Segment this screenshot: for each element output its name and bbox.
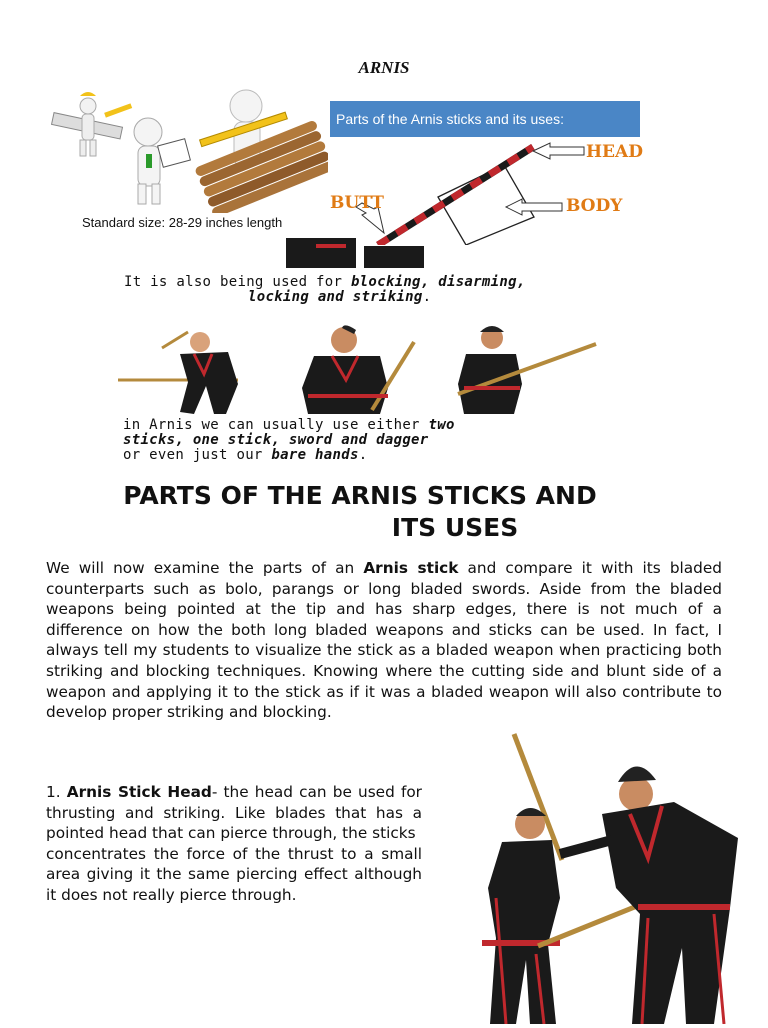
three-arnis-practitioners-photo xyxy=(118,324,598,420)
parts-banner: Parts of the Arnis sticks and its uses: xyxy=(330,101,640,137)
section-heading: PARTS OF THE ARNIS STICKS AND ITS USES xyxy=(123,481,597,542)
figure-with-clipboard xyxy=(134,118,190,204)
standard-size-text: Standard size: 28-29 inches length xyxy=(82,215,283,230)
stick-head-paragraph: 1. Arnis Stick Head- the head can be used for thrusting and striking. Like blades that has a pointed head that can pierce through, the sticks concentrates the force of the thrust to a small area giving it the same piercing effect although it does not really pierce through. xyxy=(46,783,422,904)
body-arrow xyxy=(506,199,562,215)
sparring-practitioners-graphic xyxy=(452,728,768,1024)
intro-paragraph: We will now examine the parts of an Arnis stick and compare it with its bladed counterparts such as bolo, parangs or long bladed swords. Aside from the bladed weapons being pointed at the tip and has sharp edges, there is not much of a difference on how the both long bladed weapons and sticks can be used. In fact, I always tell my students to visualize the stick as a bladed weapon when practicing both striking and blocking techniques. Knowing where the cutting side and blunt side of a weapon and applying it to the stick as if it was a bladed weapon will also contribute to develop proper striking and blocking. xyxy=(46,559,723,722)
partial-figures-strip xyxy=(276,238,436,270)
sparring-practitioner-left xyxy=(482,808,560,1024)
practitioner-2 xyxy=(302,325,414,414)
practitioner-3 xyxy=(458,326,596,414)
sparring-photo xyxy=(452,728,768,1024)
stick-parts-diagram xyxy=(328,137,658,245)
head-arrow xyxy=(533,143,584,159)
practitioner-1 xyxy=(118,332,238,414)
caption-weapons: in Arnis we can usually use either two sticks, one stick, sword and dagger or even just our bare hands. xyxy=(123,417,455,463)
rattan-stick-bundle xyxy=(194,119,330,213)
document-title: ARNIS xyxy=(358,58,410,77)
label-butt: BUTT xyxy=(330,193,384,213)
measuring-figures-illustration xyxy=(48,88,330,213)
figure-with-ruler xyxy=(52,92,133,156)
sparring-practitioner-right xyxy=(560,766,738,1024)
caption-blocking: It is also being used for blocking, disarming, locking and striking. xyxy=(124,274,526,305)
label-body: BODY xyxy=(566,196,623,216)
label-head: HEAD xyxy=(586,142,643,162)
